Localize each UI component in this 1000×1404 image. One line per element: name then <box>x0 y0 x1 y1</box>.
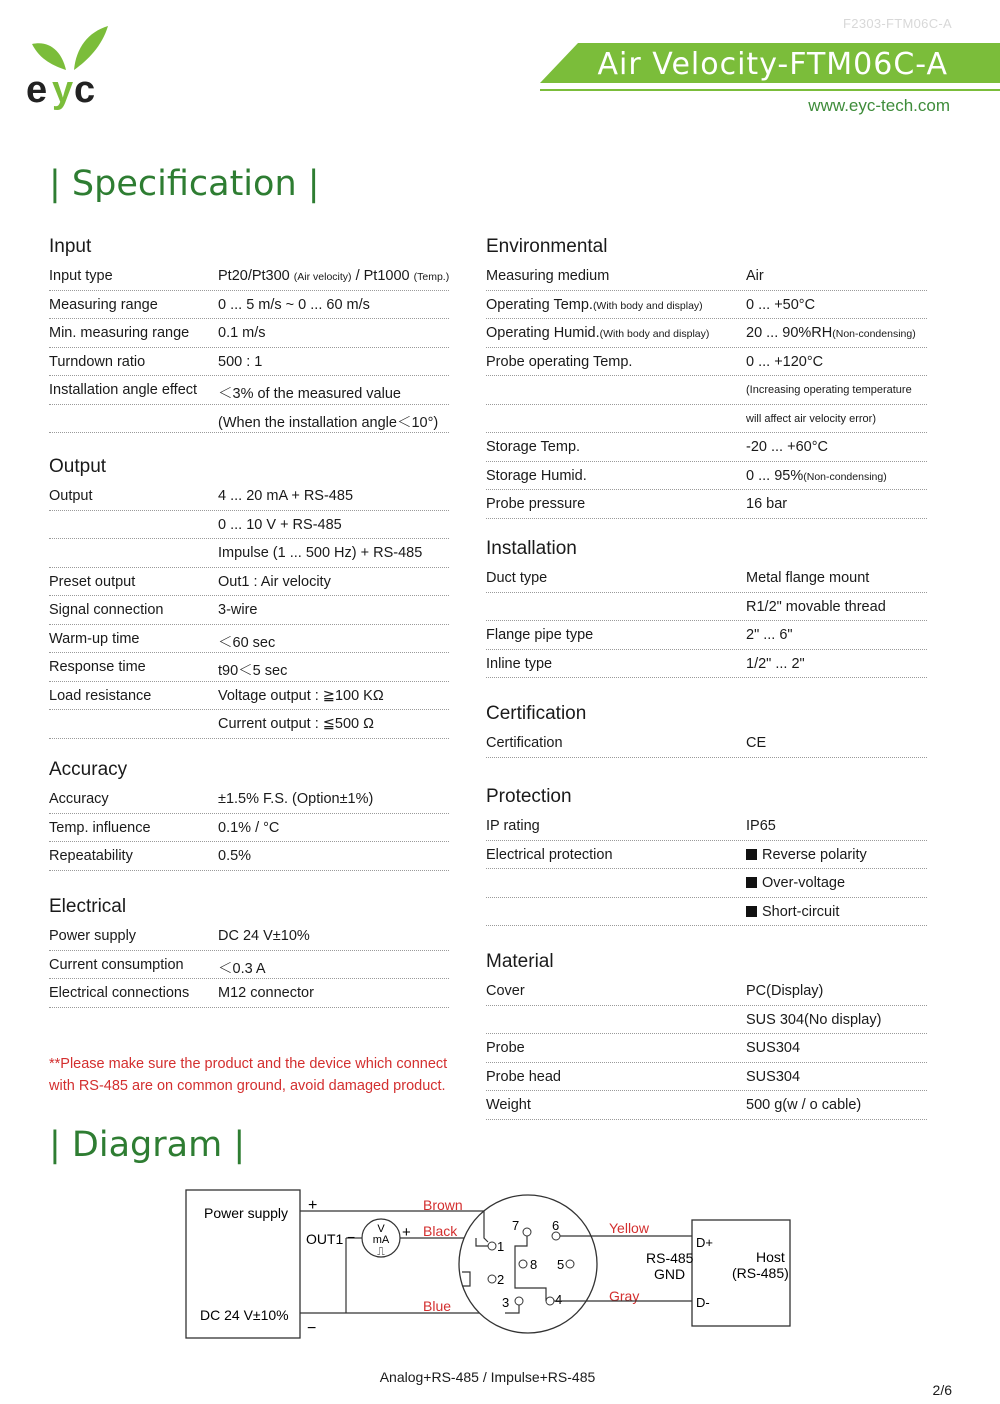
spec-value: SUS304 <box>746 1068 801 1085</box>
spec-label: Weight <box>486 1097 531 1113</box>
spec-row <box>486 405 927 434</box>
svg-text:1: 1 <box>497 1239 505 1254</box>
spec-value: 0.1 m/s <box>218 325 266 341</box>
power-voltage-label: DC 24 V±10% <box>200 1307 289 1323</box>
spec-row <box>486 376 927 405</box>
spec-row <box>486 348 927 377</box>
svg-text:mA: mA <box>372 1234 390 1246</box>
spec-value: SUS 304(No display) <box>746 1011 882 1028</box>
section-title: Input <box>49 236 92 257</box>
spec-label: Repeatability <box>49 848 133 864</box>
spec-label: IP rating <box>486 818 540 834</box>
svg-text:GND: GND <box>654 1266 686 1282</box>
spec-row <box>486 898 927 927</box>
svg-text:3: 3 <box>502 1295 510 1310</box>
spec-row <box>486 812 927 841</box>
spec-label: Response time <box>49 659 146 675</box>
spec-label: Probe pressure <box>486 496 586 512</box>
spec-row <box>49 291 449 320</box>
product-title: Air Velocity-FTM06C-A <box>597 47 948 82</box>
spec-row <box>49 842 449 871</box>
spec-value: 1/2" ... 2" <box>746 655 805 672</box>
spec-label: Operating Temp.(With body and display) <box>486 296 703 313</box>
wiring-diagram <box>0 1180 1000 1350</box>
spec-label: Measuring medium <box>486 268 610 284</box>
diagram-caption: Analog+RS-485 / Impulse+RS-485 <box>379 1369 596 1385</box>
section-title: Certification <box>486 703 587 724</box>
spec-label: Electrical protection <box>486 846 613 863</box>
meter-minus: − <box>347 1229 356 1245</box>
spec-row <box>49 348 449 377</box>
spec-row <box>49 785 449 814</box>
spec-label: Accuracy <box>49 791 109 807</box>
svg-text:c: c <box>74 69 96 110</box>
section-title: Electrical <box>49 896 127 917</box>
spec-value: PC(Display) <box>746 983 824 999</box>
spec-label: Storage Temp. <box>486 439 581 455</box>
spec-row <box>486 1063 927 1092</box>
spec-row <box>486 319 927 348</box>
svg-text:V: V <box>377 1223 385 1235</box>
svg-text:8: 8 <box>530 1257 538 1272</box>
spec-label: Current consumption <box>49 956 184 973</box>
spec-label: Certification <box>486 735 563 751</box>
spec-label: Turndown ratio <box>49 353 146 370</box>
spec-value: Air <box>746 268 764 284</box>
spec-value: 0 ... 5 m/s ~ 0 ... 60 m/s <box>218 296 370 313</box>
section-title: Material <box>486 951 554 972</box>
spec-value: (When the installation angle＜10°) <box>218 414 439 431</box>
spec-row <box>486 564 927 593</box>
spec-value: Metal flange mount <box>746 570 870 586</box>
banner-underline <box>540 89 1000 91</box>
spec-row <box>49 319 449 348</box>
spec-row <box>49 405 449 434</box>
spec-value: will affect air velocity error) <box>746 412 876 425</box>
spec-label: Probe head <box>486 1068 561 1085</box>
spec-row <box>486 650 927 679</box>
spec-label: Measuring range <box>49 296 158 313</box>
svg-text:5: 5 <box>557 1257 565 1272</box>
spec-section-certification <box>486 699 927 758</box>
spec-row <box>486 841 927 870</box>
spec-value: 0 ... +120°C <box>746 353 824 370</box>
spec-row <box>486 262 927 291</box>
spec-row <box>49 710 449 739</box>
spec-row <box>486 1034 927 1063</box>
spec-label: Inline type <box>486 655 553 672</box>
spec-value: 16 bar <box>746 496 788 512</box>
page-number: 2/6 <box>932 1382 952 1398</box>
section-title: Environmental <box>486 236 608 257</box>
spec-row <box>486 291 927 320</box>
spec-value: ＜3% of the measured value <box>218 386 401 402</box>
svg-text:D+: D+ <box>696 1235 713 1250</box>
spec-value: 0 ... +50°C <box>746 296 816 313</box>
spec-label: Warm-up time <box>49 630 140 647</box>
spec-value: 3-wire <box>218 602 258 618</box>
spec-row <box>486 433 927 462</box>
document-code: F2303-FTM06C-A <box>843 16 952 31</box>
spec-label: Probe operating Temp. <box>486 353 633 370</box>
spec-row <box>49 682 449 711</box>
spec-value: Short-circuit <box>746 904 839 920</box>
spec-label: Signal connection <box>49 602 164 618</box>
spec-row <box>49 262 449 291</box>
spec-value: 0.1% / °C <box>218 819 280 836</box>
spec-section-material <box>486 947 927 1120</box>
spec-row <box>486 869 927 898</box>
plus-sign: + <box>308 1197 318 1214</box>
spec-value: Current output : ≦500 Ω <box>218 716 374 732</box>
website-link[interactable]: www.eyc-tech.com <box>808 96 950 115</box>
eyc-logo <box>22 22 114 110</box>
spec-value: Reverse polarity <box>746 847 867 863</box>
square-bullet-icon <box>746 849 757 860</box>
minus-sign: − <box>307 1320 317 1337</box>
spec-label: Probe <box>486 1040 525 1056</box>
spec-label: Installation angle effect <box>49 382 198 398</box>
spec-row <box>49 539 449 568</box>
spec-section-installation <box>486 534 927 678</box>
spec-value: t90＜5 sec <box>218 663 288 679</box>
spec-value: ＜60 sec <box>218 634 276 651</box>
spec-value: Over-voltage <box>746 875 845 891</box>
spec-row <box>486 1006 927 1035</box>
out1-label: OUT1 <box>306 1231 344 1247</box>
spec-row <box>486 462 927 491</box>
svg-text:4: 4 <box>555 1292 563 1307</box>
svg-text:y: y <box>52 69 74 110</box>
blue-label: Blue <box>423 1298 452 1314</box>
svg-text:(RS-485): (RS-485) <box>732 1265 789 1281</box>
spec-value: 0 ... 95%(Non-condensing) <box>746 467 887 484</box>
spec-label: Storage Humid. <box>486 467 587 484</box>
meter-plus: + <box>402 1224 411 1241</box>
black-label: Black <box>423 1223 458 1239</box>
spec-section-protection <box>486 782 927 926</box>
spec-value: 0 ... 10 V + RS-485 <box>218 516 342 533</box>
spec-value: DC 24 V±10% <box>218 928 310 944</box>
spec-row <box>49 568 449 597</box>
spec-value: Out1 : Air velocity <box>218 573 331 590</box>
spec-row <box>486 621 927 650</box>
spec-value: SUS304 <box>746 1040 801 1056</box>
svg-text:2: 2 <box>497 1272 505 1287</box>
spec-label: Min. measuring range <box>49 325 190 341</box>
spec-label: Cover <box>486 983 525 999</box>
spec-value: Impulse (1 ... 500 Hz) + RS-485 <box>218 545 423 561</box>
spec-label: Input type <box>49 268 113 284</box>
spec-row <box>49 596 449 625</box>
diagram-heading: | Diagram | <box>49 1125 246 1165</box>
spec-label: Flange pipe type <box>486 627 594 643</box>
svg-text:6: 6 <box>552 1218 560 1233</box>
svg-text:e: e <box>26 69 48 110</box>
section-title: Output <box>49 456 107 477</box>
square-bullet-icon <box>746 906 757 917</box>
spec-row <box>486 593 927 622</box>
spec-value: M12 connector <box>218 985 314 1001</box>
svg-text:Host: Host <box>756 1249 785 1265</box>
spec-row <box>49 979 449 1008</box>
spec-value: CE <box>746 735 767 751</box>
spec-value: 0.5% <box>218 848 252 864</box>
spec-row <box>49 814 449 843</box>
svg-text:RS-485: RS-485 <box>646 1250 694 1266</box>
section-title: Accuracy <box>49 759 128 780</box>
spec-label: Operating Humid.(With body and display) <box>486 325 710 341</box>
specification-heading: | Specification | <box>49 164 320 204</box>
spec-value: ±1.5% F.S. (Option±1%) <box>218 791 374 807</box>
spec-label: Temp. influence <box>49 819 151 836</box>
spec-value: -20 ... +60°C <box>746 439 828 455</box>
spec-value: Voltage output : ≧100 KΩ <box>218 687 384 704</box>
spec-value: ＜0.3 A <box>218 960 266 977</box>
brown-label: Brown <box>423 1197 463 1213</box>
spec-row <box>49 951 449 980</box>
spec-row <box>486 1091 927 1120</box>
svg-text:7: 7 <box>512 1218 520 1233</box>
section-title: Protection <box>486 786 572 807</box>
spec-row <box>486 729 927 758</box>
spec-section-input <box>49 232 449 433</box>
spec-row <box>486 977 927 1006</box>
spec-row <box>486 490 927 519</box>
spec-row <box>49 511 449 540</box>
spec-value: Pt20/Pt300 (Air velocity) / Pt1000 (Temp.) <box>218 268 450 284</box>
section-title: Installation <box>486 538 577 559</box>
rs485-warning-note: **Please make sure the product and the device which connect with RS-485 are on common ground, avoid damaged product. <box>49 1056 448 1094</box>
spec-value: 500 : 1 <box>218 353 263 370</box>
svg-text:⎍: ⎍ <box>377 1246 385 1258</box>
spec-row <box>49 653 449 682</box>
spec-label: Duct type <box>486 570 548 586</box>
spec-section-output <box>49 452 449 739</box>
spec-value: 20 ... 90%RH(Non-condensing) <box>746 325 916 341</box>
spec-section-environmental <box>486 232 927 519</box>
spec-label: Power supply <box>49 928 137 944</box>
power-supply-label: Power supply <box>204 1205 289 1221</box>
spec-row <box>49 922 449 951</box>
m12-connector-icon <box>459 1195 597 1333</box>
svg-text:D-: D- <box>696 1295 710 1310</box>
spec-row <box>49 482 449 511</box>
spec-row <box>49 376 449 405</box>
spec-label: Electrical connections <box>49 985 190 1001</box>
spec-value: R1/2" movable thread <box>746 598 886 615</box>
spec-value: 4 ... 20 mA + RS-485 <box>218 488 354 504</box>
spec-section-electrical <box>49 892 449 1008</box>
spec-value: 2" ... 6" <box>746 627 793 643</box>
yellow-label: Yellow <box>609 1220 649 1236</box>
spec-label: Output <box>49 488 93 504</box>
spec-row <box>49 625 449 654</box>
spec-section-accuracy <box>49 755 449 871</box>
gray-label: Gray <box>609 1288 640 1304</box>
spec-label: Preset output <box>49 573 136 590</box>
spec-value: (Increasing operating temperature <box>746 384 912 396</box>
spec-label: Load resistance <box>49 687 152 704</box>
spec-value: 500 g(w / o cable) <box>746 1097 862 1113</box>
spec-value: IP65 <box>746 818 776 834</box>
square-bullet-icon <box>746 877 757 888</box>
